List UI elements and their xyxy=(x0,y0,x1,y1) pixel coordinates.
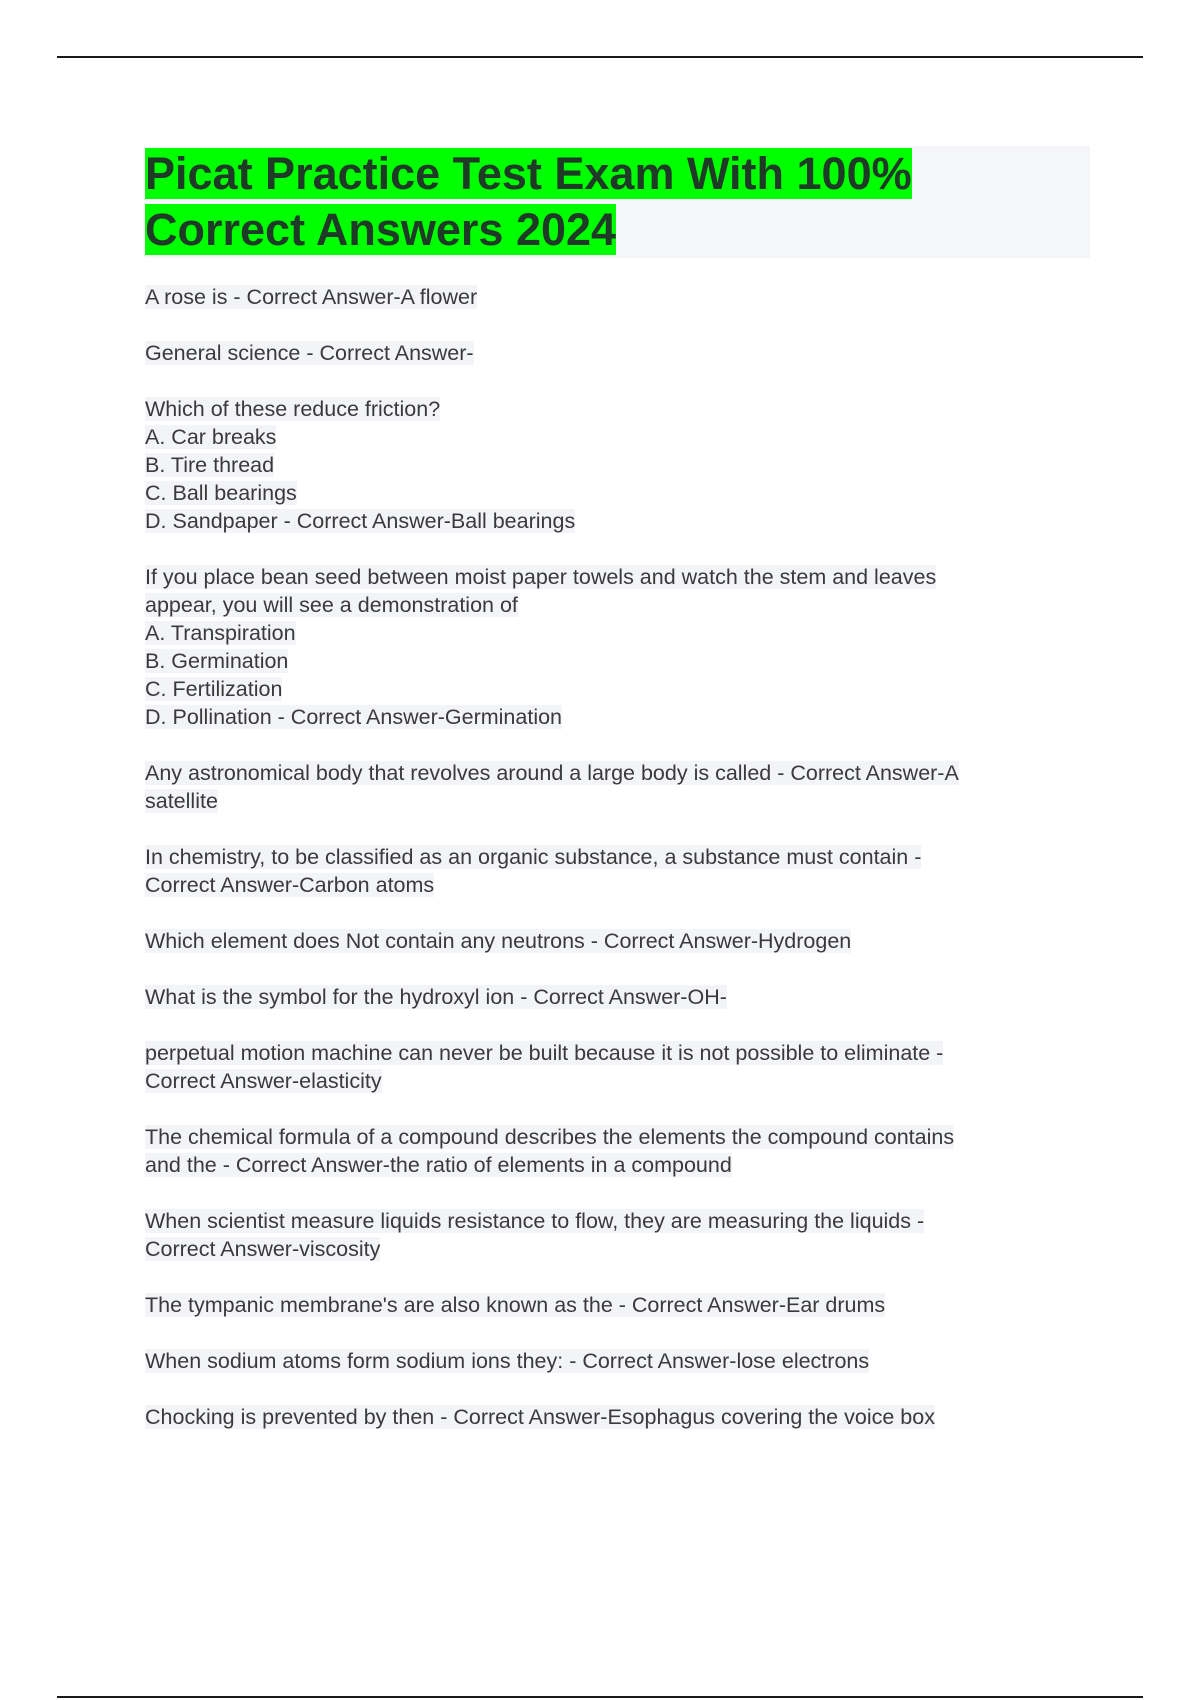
qa-item xyxy=(145,1403,1090,1431)
qa-line xyxy=(145,563,1090,591)
qa-line xyxy=(145,843,1090,871)
qa-line xyxy=(145,591,1090,619)
qa-line xyxy=(145,759,1090,787)
qa-line xyxy=(145,451,1090,479)
qa-item xyxy=(145,563,1090,731)
qa-list xyxy=(145,283,1090,1459)
qa-line xyxy=(145,787,1090,815)
qa-line-text: D. Sandpaper - Correct Answer-Ball bearings xyxy=(145,509,576,533)
qa-line xyxy=(145,1347,1090,1375)
qa-item xyxy=(145,1347,1090,1375)
title-block xyxy=(145,146,1090,258)
qa-line xyxy=(145,619,1090,647)
qa-line xyxy=(145,1039,1090,1067)
qa-line-text: A rose is - Correct Answer-A flower xyxy=(145,285,478,309)
qa-line-text: A. Car breaks xyxy=(145,425,277,449)
qa-item xyxy=(145,759,1090,815)
qa-line xyxy=(145,1067,1090,1095)
qa-line xyxy=(145,1291,1090,1319)
qa-line-text: Which of these reduce friction? xyxy=(145,397,441,421)
qa-line-text: When scientist measure liquids resistance to flow, they are measuring the liquids - xyxy=(145,1209,925,1233)
footer-rule xyxy=(57,1696,1143,1698)
qa-line-text: Any astronomical body that revolves around a large body is called - Correct Answer-A xyxy=(145,761,959,785)
qa-line xyxy=(145,479,1090,507)
qa-item xyxy=(145,983,1090,1011)
qa-line-text: Which element does Not contain any neutrons - Correct Answer-Hydrogen xyxy=(145,929,852,953)
qa-line-text: The chemical formula of a compound describes the elements the compound contains xyxy=(145,1125,955,1149)
qa-line-text: Correct Answer-elasticity xyxy=(145,1069,382,1093)
qa-item xyxy=(145,927,1090,955)
qa-line-text: B. Germination xyxy=(145,649,289,673)
qa-item xyxy=(145,1291,1090,1319)
qa-line xyxy=(145,423,1090,451)
qa-line xyxy=(145,1403,1090,1431)
page-title xyxy=(145,146,1090,258)
qa-line xyxy=(145,983,1090,1011)
qa-line xyxy=(145,647,1090,675)
qa-line-text: Chocking is prevented by then - Correct Answer-Esophagus covering the voice box xyxy=(145,1405,935,1429)
qa-line xyxy=(145,871,1090,899)
qa-line xyxy=(145,395,1090,423)
qa-line-text: In chemistry, to be classified as an organic substance, a substance must contain - xyxy=(145,845,922,869)
qa-line-text: The tympanic membrane's are also known as the - Correct Answer-Ear drums xyxy=(145,1293,886,1317)
qa-item xyxy=(145,1207,1090,1263)
qa-line-text: What is the symbol for the hydroxyl ion - Correct Answer-OH- xyxy=(145,985,727,1009)
qa-item xyxy=(145,1039,1090,1095)
qa-line-text: C. Ball bearings xyxy=(145,481,297,505)
qa-line xyxy=(145,1207,1090,1235)
qa-line-text: satellite xyxy=(145,789,218,813)
qa-line-text: General science - Correct Answer- xyxy=(145,341,474,365)
header-rule xyxy=(57,56,1143,58)
qa-line-text: appear, you will see a demonstration of xyxy=(145,593,518,617)
qa-item xyxy=(145,395,1090,535)
qa-item xyxy=(145,283,1090,311)
qa-line-text: C. Fertilization xyxy=(145,677,283,701)
qa-line xyxy=(145,1235,1090,1263)
qa-line-text: Correct Answer-viscosity xyxy=(145,1237,381,1261)
qa-line-text: If you place bean seed between moist paper towels and watch the stem and leaves xyxy=(145,565,937,589)
qa-line-text: B. Tire thread xyxy=(145,453,275,477)
qa-line xyxy=(145,1123,1090,1151)
qa-line-text: When sodium atoms form sodium ions they: - Correct Answer-lose electrons xyxy=(145,1349,870,1373)
qa-item xyxy=(145,843,1090,899)
qa-line xyxy=(145,339,1090,367)
qa-line xyxy=(145,283,1090,311)
qa-line-text: A. Transpiration xyxy=(145,621,296,645)
qa-line xyxy=(145,675,1090,703)
qa-line xyxy=(145,507,1090,535)
qa-line xyxy=(145,1151,1090,1179)
qa-line-text: D. Pollination - Correct Answer-Germination xyxy=(145,705,563,729)
qa-item xyxy=(145,339,1090,367)
qa-line-text: perpetual motion machine can never be built because it is not possible to eliminate - xyxy=(145,1041,944,1065)
qa-line-text: Correct Answer-Carbon atoms xyxy=(145,873,435,897)
qa-line xyxy=(145,927,1090,955)
qa-line xyxy=(145,703,1090,731)
qa-item xyxy=(145,1123,1090,1179)
title-line-2: Correct Answers 2024 xyxy=(145,204,617,255)
qa-line-text: and the - Correct Answer-the ratio of elements in a compound xyxy=(145,1153,732,1177)
title-line-1: Picat Practice Test Exam With 100% xyxy=(145,148,912,199)
